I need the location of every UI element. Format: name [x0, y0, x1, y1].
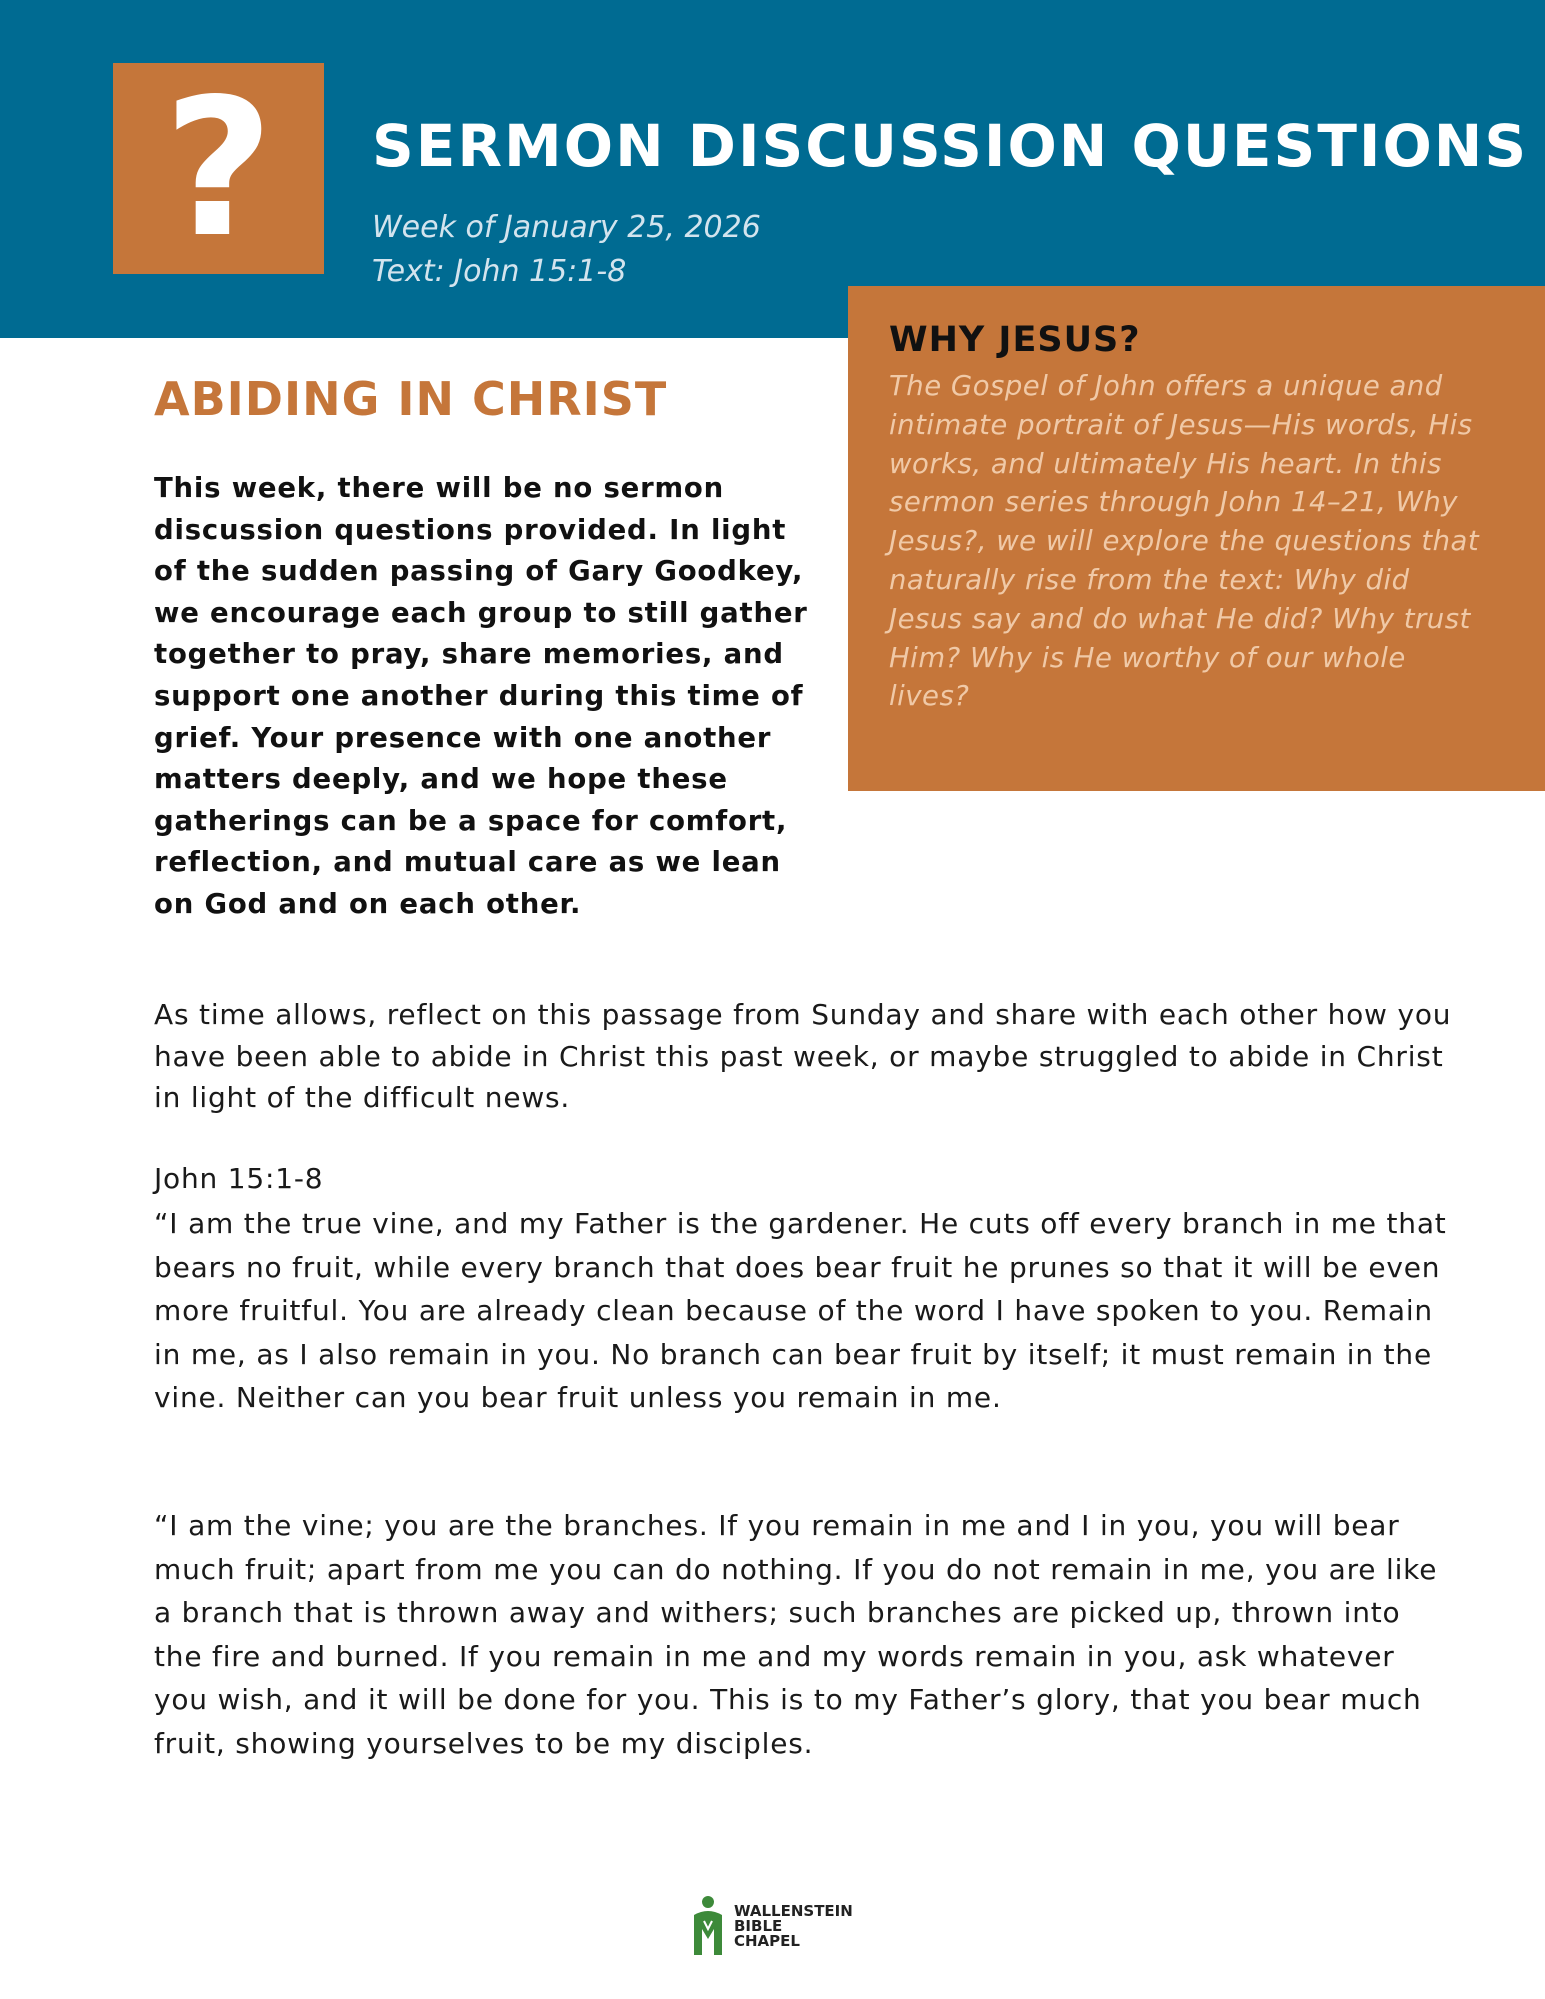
logo-line: CHAPEL: [734, 1931, 800, 1950]
scripture-reference: John 15:1-8: [154, 1162, 324, 1195]
abiding-body: This week, there will be no sermon discussion questions provided. In light of the sudden passing of Gary Goodkey, we encourage each group to still gather together to pray, share memories, and support one another during this time of grief. Your presence with one another matters deeply, and we hope these gatherings can be a space for comfort, reflection, and mutual care as we lean on God and on each other.: [154, 472, 808, 920]
church-logo: [690, 1895, 853, 1957]
week-date: Week of January 25, 2026: [372, 210, 761, 245]
text-reference: Text: John 15:1-8: [372, 254, 627, 289]
scripture-paragraph: “I am the vine; you are the branches. If you remain in me and I in you, you will bear much fruit; apart from me you can do nothing. If you do not remain in me, you are like a branch that is thrown away and withers; such branches are picked up, thrown into the fire and burned. If you remain in me and my words remain in you, ask whatever you wish, and it will be done for you. This is to my Father’s glory, that you bear much fruit, showing yourselves to be my disciples.: [154, 1509, 1438, 1760]
why-jesus-body: The Gospel of John offers a unique and intimate portrait of Jesus—His words, His works, and ultimately His heart. In this sermon series through John 14–21, Why Jesus?, we will explore the questions that naturally rise from the text: Why did Jesus say and do what He did? Why trust Him? Why is He worthy of our whole lives?: [889, 370, 1480, 713]
logo-line: BIBLE: [734, 1916, 783, 1935]
reflection-text: As time allows, reflect on this passage from Sunday and share with each other how you have been able to abide in Christ this past week, or maybe struggled to abide in Christ in light of the difficult news.: [154, 998, 1452, 1114]
church-logo-icon: [690, 1895, 726, 1957]
why-jesus-heading: WHY JESUS?: [889, 320, 1141, 360]
question-mark-glyph: ?: [163, 57, 274, 279]
abiding-heading: ABIDING IN CHRIST: [154, 372, 668, 426]
question-mark-icon: [113, 57, 324, 279]
logo-line: WALLENSTEIN: [734, 1901, 853, 1920]
logo-wordmark: [734, 1901, 853, 1950]
scripture-paragraph: “I am the true vine, and my Father is the gardener. He cuts off every branch in me that bears no fruit, while every branch that does bear fruit he prunes so that it will be even more fruitful. You are already clean because of the word I have spoken to you. Remain in me, as I also remain in you. No branch can bear fruit by itself; it must remain in the vine. Neither can you bear fruit unless you remain in me.: [154, 1207, 1447, 1414]
page-title: SERMON DISCUSSION QUESTIONS: [372, 112, 1529, 180]
